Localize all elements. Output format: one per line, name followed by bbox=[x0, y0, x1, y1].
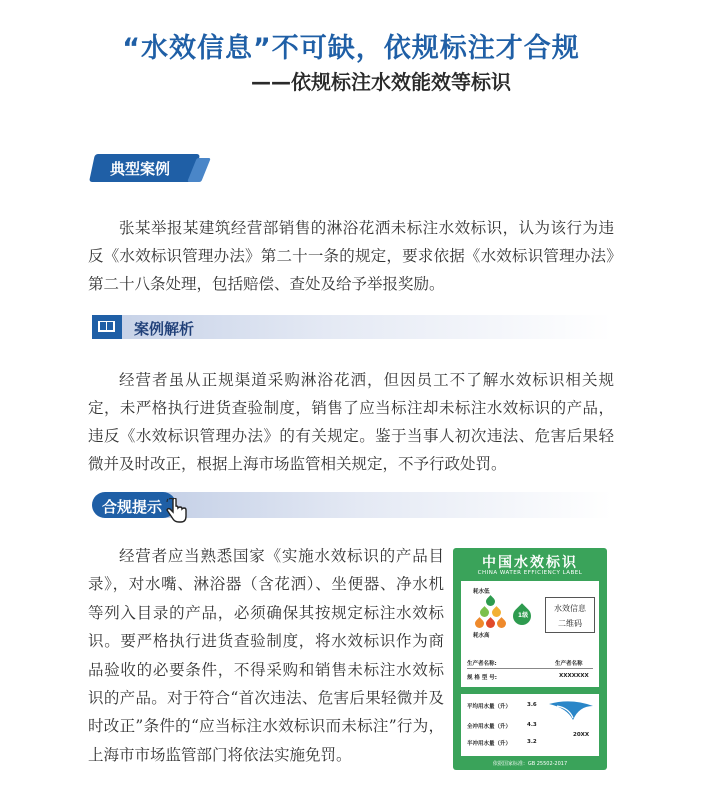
full-flush-value: 4.3 bbox=[527, 722, 537, 728]
tips-paragraph: 经营者应当熟悉国家《实施水效标识的产品目录》，对水嘴、淋浴器（含花洒）、坐便器、净水机等列入目录的产品，必须确保其按规定标注水效标识。要严格执行进货查验制度，将水效标识作为商品验收的必要条件，不得采购和销售未标注水效标识的产品。对于符合“首次违法、危害后果轻微并及时改正”条件的“应当标注水效标识而未标注”行为，上海市市场监管部门将依法实施免罚。 bbox=[88, 547, 444, 764]
qr-code-placeholder: 水效信息 二维码 bbox=[545, 597, 595, 633]
label-standard: 依据国家标准：GB 25502-2017 bbox=[492, 761, 568, 767]
low-water-text: 耗水低 bbox=[473, 589, 490, 595]
label-title: 中国水效标识 bbox=[482, 555, 578, 571]
half-flush-value: 3.2 bbox=[527, 739, 537, 745]
case-paragraph: 张某举报某建筑经营部销售的淋浴花洒未标注水效标识，认为该行为违反《水效标识管理办法》第二十一条的规定，要求依据《水效标识管理办法》第二十八条处理，包括赔偿、查处及给予举报奖励。 bbox=[88, 219, 614, 293]
section-header-tips bbox=[92, 492, 612, 518]
page-title: “水效信息”不可缺，依规标注才合规 bbox=[122, 33, 580, 64]
label-lower-panel bbox=[461, 694, 599, 756]
full-flush-label: 全冲用水量（升） bbox=[467, 724, 512, 730]
analysis-paragraph: 经营者虽从正规渠道采购淋浴花洒，但因员工不了解水效标识相关规定，未严格执行进货查验制度，销售了应当标注却未标注水效标识的产品，违反《水效标识管理办法》的有关规定。鉴于当事人初次违法、危害后果轻微并及时改正，根据上海市场监管相关规定，不予行政处罚。 bbox=[88, 371, 614, 473]
water-swoosh-icon bbox=[549, 700, 593, 728]
label-year: 20XX bbox=[573, 732, 590, 738]
model-label: 规 格 型 号: bbox=[467, 675, 497, 681]
grade-4-drop-icon bbox=[473, 617, 486, 630]
grade-indicator-text: 1级 bbox=[517, 612, 529, 619]
water-efficiency-label bbox=[453, 548, 607, 770]
producer-label: 生产者名称: bbox=[467, 661, 497, 667]
section-label-tips: 合规提示 bbox=[102, 498, 163, 516]
section-label-analysis: 案例解析 bbox=[134, 320, 195, 338]
half-flush-label: 半冲用水量（升） bbox=[467, 741, 512, 747]
book-icon bbox=[92, 315, 122, 339]
grade-5b-drop-icon bbox=[495, 617, 508, 630]
high-water-text: 耗水高 bbox=[473, 633, 490, 639]
section-header-case bbox=[92, 154, 222, 180]
avg-water-label: 平均用水量（升） bbox=[467, 704, 512, 710]
pointer-hand-icon bbox=[166, 498, 188, 524]
label-upper-panel bbox=[461, 581, 599, 687]
grade-5-drop-icon bbox=[484, 617, 497, 630]
section-header-analysis bbox=[92, 315, 612, 339]
producer-value: 生产者名称 bbox=[555, 661, 583, 667]
label-subtitle-en: CHINA WATER EFFICIENCY LABEL bbox=[477, 570, 583, 576]
page-subtitle: ——依规标注水效能效等标识 bbox=[251, 70, 511, 94]
avg-water-value: 3.6 bbox=[527, 702, 537, 708]
model-value: XXXXXXX bbox=[559, 673, 589, 679]
section-label-case: 典型案例 bbox=[110, 160, 171, 178]
